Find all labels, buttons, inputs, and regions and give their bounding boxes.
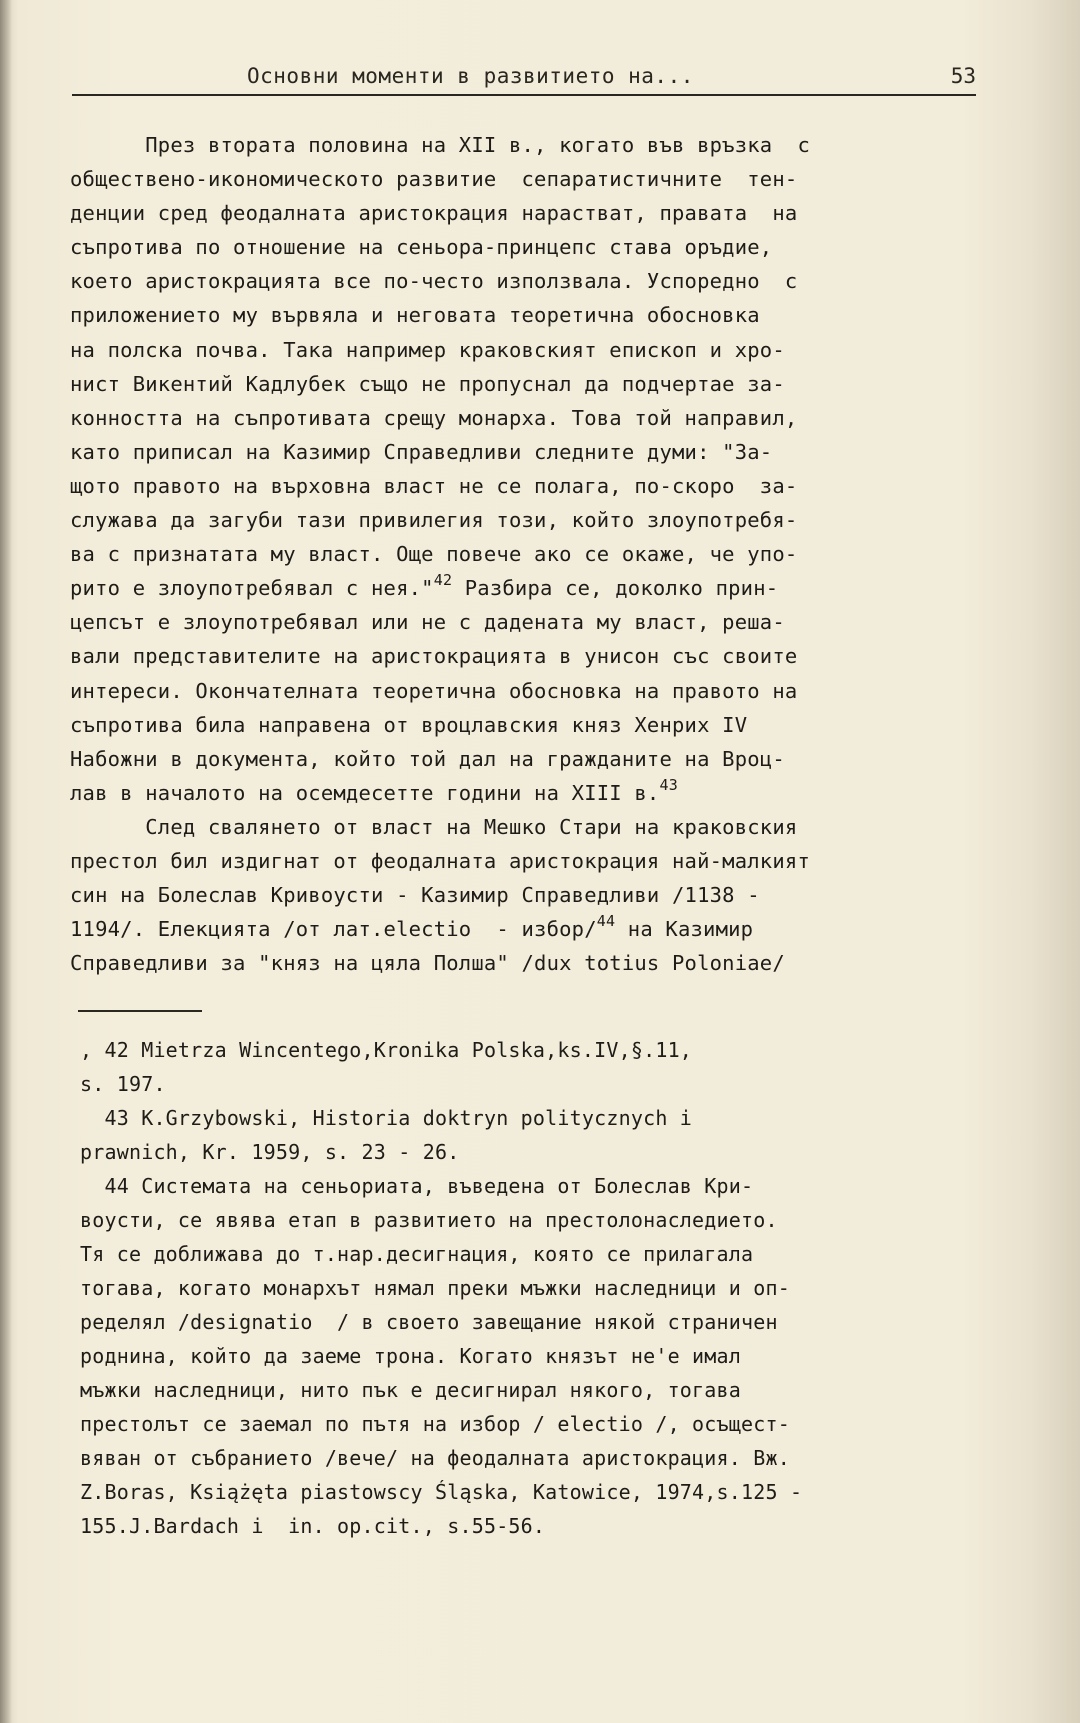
body-line [70, 912, 990, 946]
body-line-text: на Казимир [615, 917, 754, 942]
body-line: син на Болеслав Кривоусти - Казимир Справедливи /1138 - [70, 883, 760, 908]
footnote-line: мъжки наследници, нито пък е десигнирал някого, тогава [80, 1378, 742, 1402]
body-line: обществено-икономическото развитие сепаратистичните тен- [70, 167, 798, 192]
footnote-line: ределял /designatio / в своето завещание някой страничен [80, 1310, 778, 1334]
footnote-line: , 42 Mietrza Wincentego,Kronika Polska,ks.IV,§.11, [80, 1038, 693, 1062]
footnote-line: prawnich, Kr. 1959, s. 23 - 26. [80, 1140, 460, 1164]
body-line: престол бил издигнат от феодалната аристокрация най-малкият [70, 848, 810, 873]
body-line-text: лав в началото на осемдесетте години на XIII в. [70, 780, 660, 805]
body-text [70, 128, 990, 980]
footnote-line: 155.J.Bardach i in. op.cit., s.55-56. [80, 1514, 546, 1538]
footnote-line: тогава, когато монархът нямал преки мъжки наследници и оп- [80, 1276, 790, 1300]
header-title: Основни моменти в развитието на... [247, 64, 694, 88]
body-line: денции сред феодалната аристокрация нарастват, правата на [70, 201, 798, 226]
body-line: През втората половина на XII в., когато във връзка с [70, 133, 810, 157]
body-line: на полска почва. Така например краковският епископ и хро- [70, 337, 785, 362]
footnote-line: 43 K.Grzybowski, Historia doktryn politycznych i [80, 1106, 693, 1130]
body-line: вали представителите на аристокрацията в унисон със своите [70, 644, 798, 669]
body-line-text: 1194/. Елекцията /от лат.electio - избор/ [70, 917, 597, 942]
body-line: интереси. Окончателната теоретична обосновка на правото на [70, 678, 798, 703]
body-line-text: рито е злоупотребявал с нея." [70, 576, 434, 601]
footnote-line: Z.Boras, Książęta piastowscy Śląska, Katowice, 1974,s.125 - [80, 1480, 803, 1504]
body-line: цепсът е злоупотребявал или не с дадената му власт, реша- [70, 610, 785, 635]
body-line: нист Викентий Кадлубек също не пропуснал да подчертае за- [70, 371, 785, 396]
footnote-ref-44: 44 [596, 912, 616, 931]
body-line: като приписал на Казимир Справедливи следните думи: "За- [70, 439, 773, 464]
body-line: Справедливи за "княз на цяла Полша" /dux totius Poloniae/ [70, 951, 785, 976]
body-line: служава да загуби тази привилегия този, който злоупотребя- [70, 508, 798, 533]
body-line: ва с признатата му власт. Още повече ако се окаже, че упо- [70, 542, 798, 567]
body-line-text: Разбира се, доколко прин- [452, 576, 779, 601]
header-rule [72, 94, 976, 96]
binding-shadow [0, 0, 12, 1723]
running-header [72, 62, 976, 96]
footnote-separator [78, 1010, 202, 1012]
body-line [70, 776, 990, 810]
body-line: което аристокрацията все по-често използвала. Успоредно с [70, 269, 798, 294]
body-line: съпротива по отношение на сеньора-принцепс става оръдие, [70, 235, 773, 260]
body-line: конността на съпротивата срещу монарха. Това той направил, [70, 405, 798, 430]
body-line: След свалянето от власт на Мешко Стари на краковския [70, 814, 798, 839]
footnotes [80, 1033, 1000, 1543]
body-line: Набожни в документа, който той дал на гражданите на Вроц- [70, 746, 785, 771]
footnote-line: вяван от събранието /вече/ на феодалната аристокрация. Вж. [80, 1446, 790, 1470]
footnote-line: Тя се доближава до т.нар.десигнация, която се прилагала [80, 1242, 754, 1266]
footnote-line: роднина, който да заеме трона. Когато князът не'е имал [80, 1344, 742, 1368]
body-line: съпротива била направена от вроцлавския княз Хенрих IV [70, 712, 748, 737]
page-number: 53 [950, 64, 976, 88]
footnote-line: 44 Системата на сеньориата, въведена от Болеслав Кри- [80, 1174, 754, 1198]
body-line: приложението му вървяла и неговата теоретична обосновка [70, 303, 760, 328]
footnote-line: воусти, се явява етап в развитието на престолонаследието. [80, 1208, 778, 1232]
body-line: щото правото на върховна власт не се полага, по-скоро за- [70, 473, 798, 498]
footnote-ref-42: 42 [433, 571, 453, 590]
footnote-line: престолът се заемал по пътя на избор / electio /, осъщест- [80, 1412, 790, 1436]
footnote-ref-43: 43 [659, 775, 678, 794]
body-line [70, 571, 990, 605]
footnote-line: s. 197. [80, 1072, 166, 1096]
